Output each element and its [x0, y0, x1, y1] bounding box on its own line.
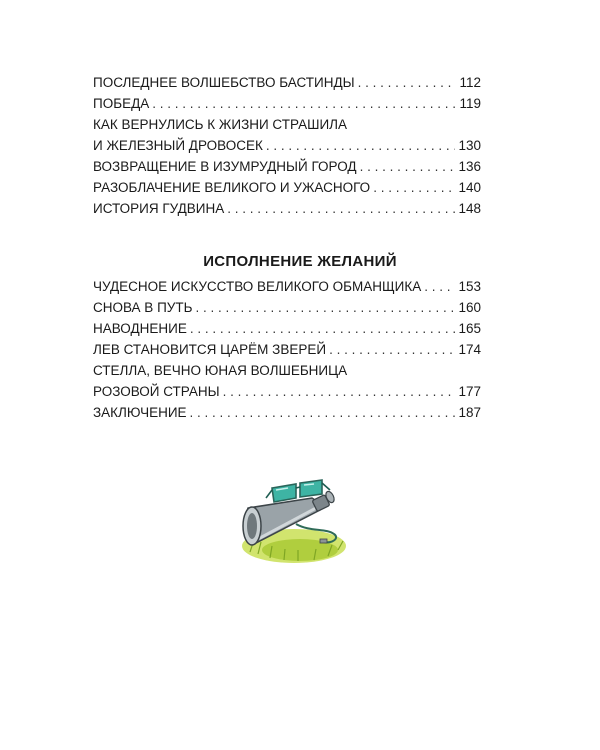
toc-entry-page: 153: [458, 279, 481, 294]
toc-entry[interactable]: [93, 297, 481, 318]
toc-entry-title: И ЖЕЛЕЗНЫЙ ДРОВОСЕК: [93, 138, 263, 153]
toc-part-2: [93, 276, 481, 423]
toc-entry-page: 165: [458, 321, 481, 336]
toc-entry[interactable]: [93, 318, 481, 339]
toc-entry[interactable]: [93, 177, 481, 198]
toc-entry-page: 112: [459, 75, 481, 90]
toc-entry[interactable]: [93, 72, 481, 93]
megaphone-with-green-spectacles-icon: [236, 470, 354, 570]
toc-leader-dots: [195, 297, 455, 318]
toc-leader-dots: [190, 402, 456, 423]
toc-entry[interactable]: [93, 276, 481, 297]
toc-entry[interactable]: [93, 135, 481, 156]
toc-leader-dots: [152, 93, 456, 114]
toc-entry-page: 160: [458, 300, 481, 315]
toc-leader-dots: [360, 156, 456, 177]
toc-entry[interactable]: [93, 339, 481, 360]
toc-entry-page: 177: [458, 384, 481, 399]
toc-entry[interactable]: [93, 381, 481, 402]
toc-entry-page: 140: [458, 180, 481, 195]
toc-leader-dots: [266, 135, 456, 156]
toc-entry-title: ВОЗВРАЩЕНИЕ В ИЗУМРУДНЫЙ ГОРОД: [93, 159, 357, 174]
toc-entry[interactable]: [93, 198, 481, 219]
toc-entry-title: ПОБЕДА: [93, 96, 150, 111]
toc-entry-title: РОЗОВОЙ СТРАНЫ: [93, 384, 220, 399]
toc-entry-title: ИСТОРИЯ ГУДВИНА: [93, 201, 225, 216]
toc-leader-dots: [329, 339, 455, 360]
toc-entry-title-line1[interactable]: СТЕЛЛА, ВЕЧНО ЮНАЯ ВОЛШЕБНИЦА: [93, 363, 348, 378]
toc-entry[interactable]: [93, 93, 481, 114]
toc-entry-title: ПОСЛЕДНЕЕ ВОЛШЕБСТВО БАСТИНДЫ: [93, 75, 355, 90]
toc-entry-title: РАЗОБЛАЧЕНИЕ ВЕЛИКОГО И УЖАСНОГО: [93, 180, 371, 195]
toc-leader-dots: [223, 381, 456, 402]
toc-entry-page: 187: [458, 405, 481, 420]
toc-leader-dots: [373, 177, 455, 198]
toc-entry[interactable]: [93, 402, 481, 423]
toc-entry-page: 148: [458, 201, 481, 216]
toc-part-1: [93, 72, 481, 219]
toc-leader-dots: [358, 72, 457, 93]
toc-leader-dots: [424, 276, 455, 297]
toc-entry-title: СНОВА В ПУТЬ: [93, 300, 193, 315]
toc-entry-title: ЛЕВ СТАНОВИТСЯ ЦАРЁМ ЗВЕРЕЙ: [93, 342, 327, 357]
section-title: ИСПОЛНЕНИЕ ЖЕЛАНИЙ: [203, 253, 397, 270]
toc-leader-dots: [227, 198, 455, 219]
toc-entry-title: ЗАКЛЮЧЕНИЕ: [93, 405, 187, 420]
toc-entry-page: 119: [459, 96, 481, 111]
toc-entry[interactable]: [93, 156, 481, 177]
toc-entry-title-line1[interactable]: КАК ВЕРНУЛИСЬ К ЖИЗНИ СТРАШИЛА: [93, 117, 348, 132]
toc-entry-page: 136: [458, 159, 481, 174]
toc-entry-title: НАВОДНЕНИЕ: [93, 321, 187, 336]
toc-leader-dots: [190, 318, 456, 339]
toc-entry-page: 174: [458, 342, 481, 357]
toc-entry-page: 130: [458, 138, 481, 153]
toc-entry-title: ЧУДЕСНОЕ ИСКУССТВО ВЕЛИКОГО ОБМАНЩИКА: [93, 279, 422, 294]
